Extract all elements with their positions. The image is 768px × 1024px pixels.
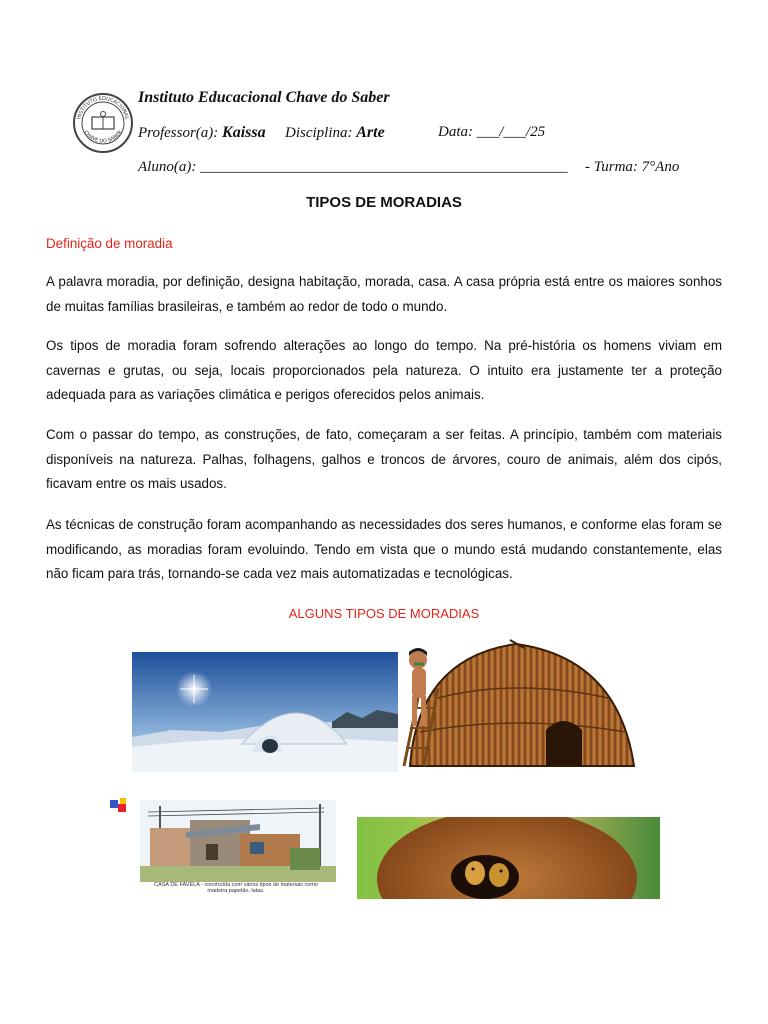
student-name-field[interactable]: Aluno(a): _________________________________________________	[138, 159, 568, 175]
discipline-name: Arte	[356, 124, 385, 141]
page-title: TIPOS DE MORADIAS	[306, 194, 462, 211]
discipline-line: Disciplina: Arte	[285, 124, 385, 141]
section-heading: Definição de moradia	[46, 236, 173, 251]
svg-text:CHAVE DO SABER: CHAVE DO SABER	[82, 129, 124, 145]
paragraph-3: Com o passar do tempo, as construções, de fato, começaram a ser feitas. A princípio, também com materiais disponíveis na natureza. Palhas, folhagens, galhos e troncos de árvores, couro de animais, além dos cipós, ficavam entre os mais usados.	[46, 427, 722, 491]
svg-text:INSTITUTO EDUCACIONAL: INSTITUTO EDUCACIONAL	[76, 95, 130, 120]
oca-hut-image	[398, 638, 638, 774]
class-field: - Turma: 7°Ano	[585, 159, 680, 175]
subtitle: ALGUNS TIPOS DE MORADIAS	[288, 606, 480, 621]
paragraph-4: As técnicas de construção foram acompanhando as necessidades dos seres humanos, e conforme elas foram se modificando, as moradias foram evoluindo. Tendo em vista que o mundo está mudando constantemente, elas não ficam para trás, tornando-se cada vez mais automatizadas e tecnológicas.	[46, 517, 722, 581]
school-seal-logo	[72, 92, 134, 154]
professor-line: Professor(a): Kaissa	[138, 124, 266, 141]
professor-name: Kaissa	[222, 124, 266, 141]
bird-nest-image	[357, 817, 660, 899]
favela-caption: CASA DE FAVELA - construída com vários tipos de materiais como madeira papelão, latas.	[154, 882, 318, 894]
paragraph-1: A palavra moradia, por definição, designa habitação, morada, casa. A casa própria está entre os maiores sonhos de muitas famílias brasileiras, e também ao redor de todo o mundo.	[46, 274, 722, 314]
igloo-image	[132, 652, 398, 772]
institution-name: Instituto Educacional Chave do Saber	[138, 89, 390, 106]
paragraph-2: Os tipos de moradia foram sofrendo alterações ao longo do tempo. Na pré-história os homens viviam em cavernas e grutas, ou seja, locais proporcionados pela natureza. O intuito era justamente ter a proteção adequada para as variações climática e perigos oferecidos pelos animais.	[46, 338, 722, 402]
date-field[interactable]: Data: ___/___/25	[438, 124, 546, 140]
favela-house-image	[110, 798, 336, 902]
